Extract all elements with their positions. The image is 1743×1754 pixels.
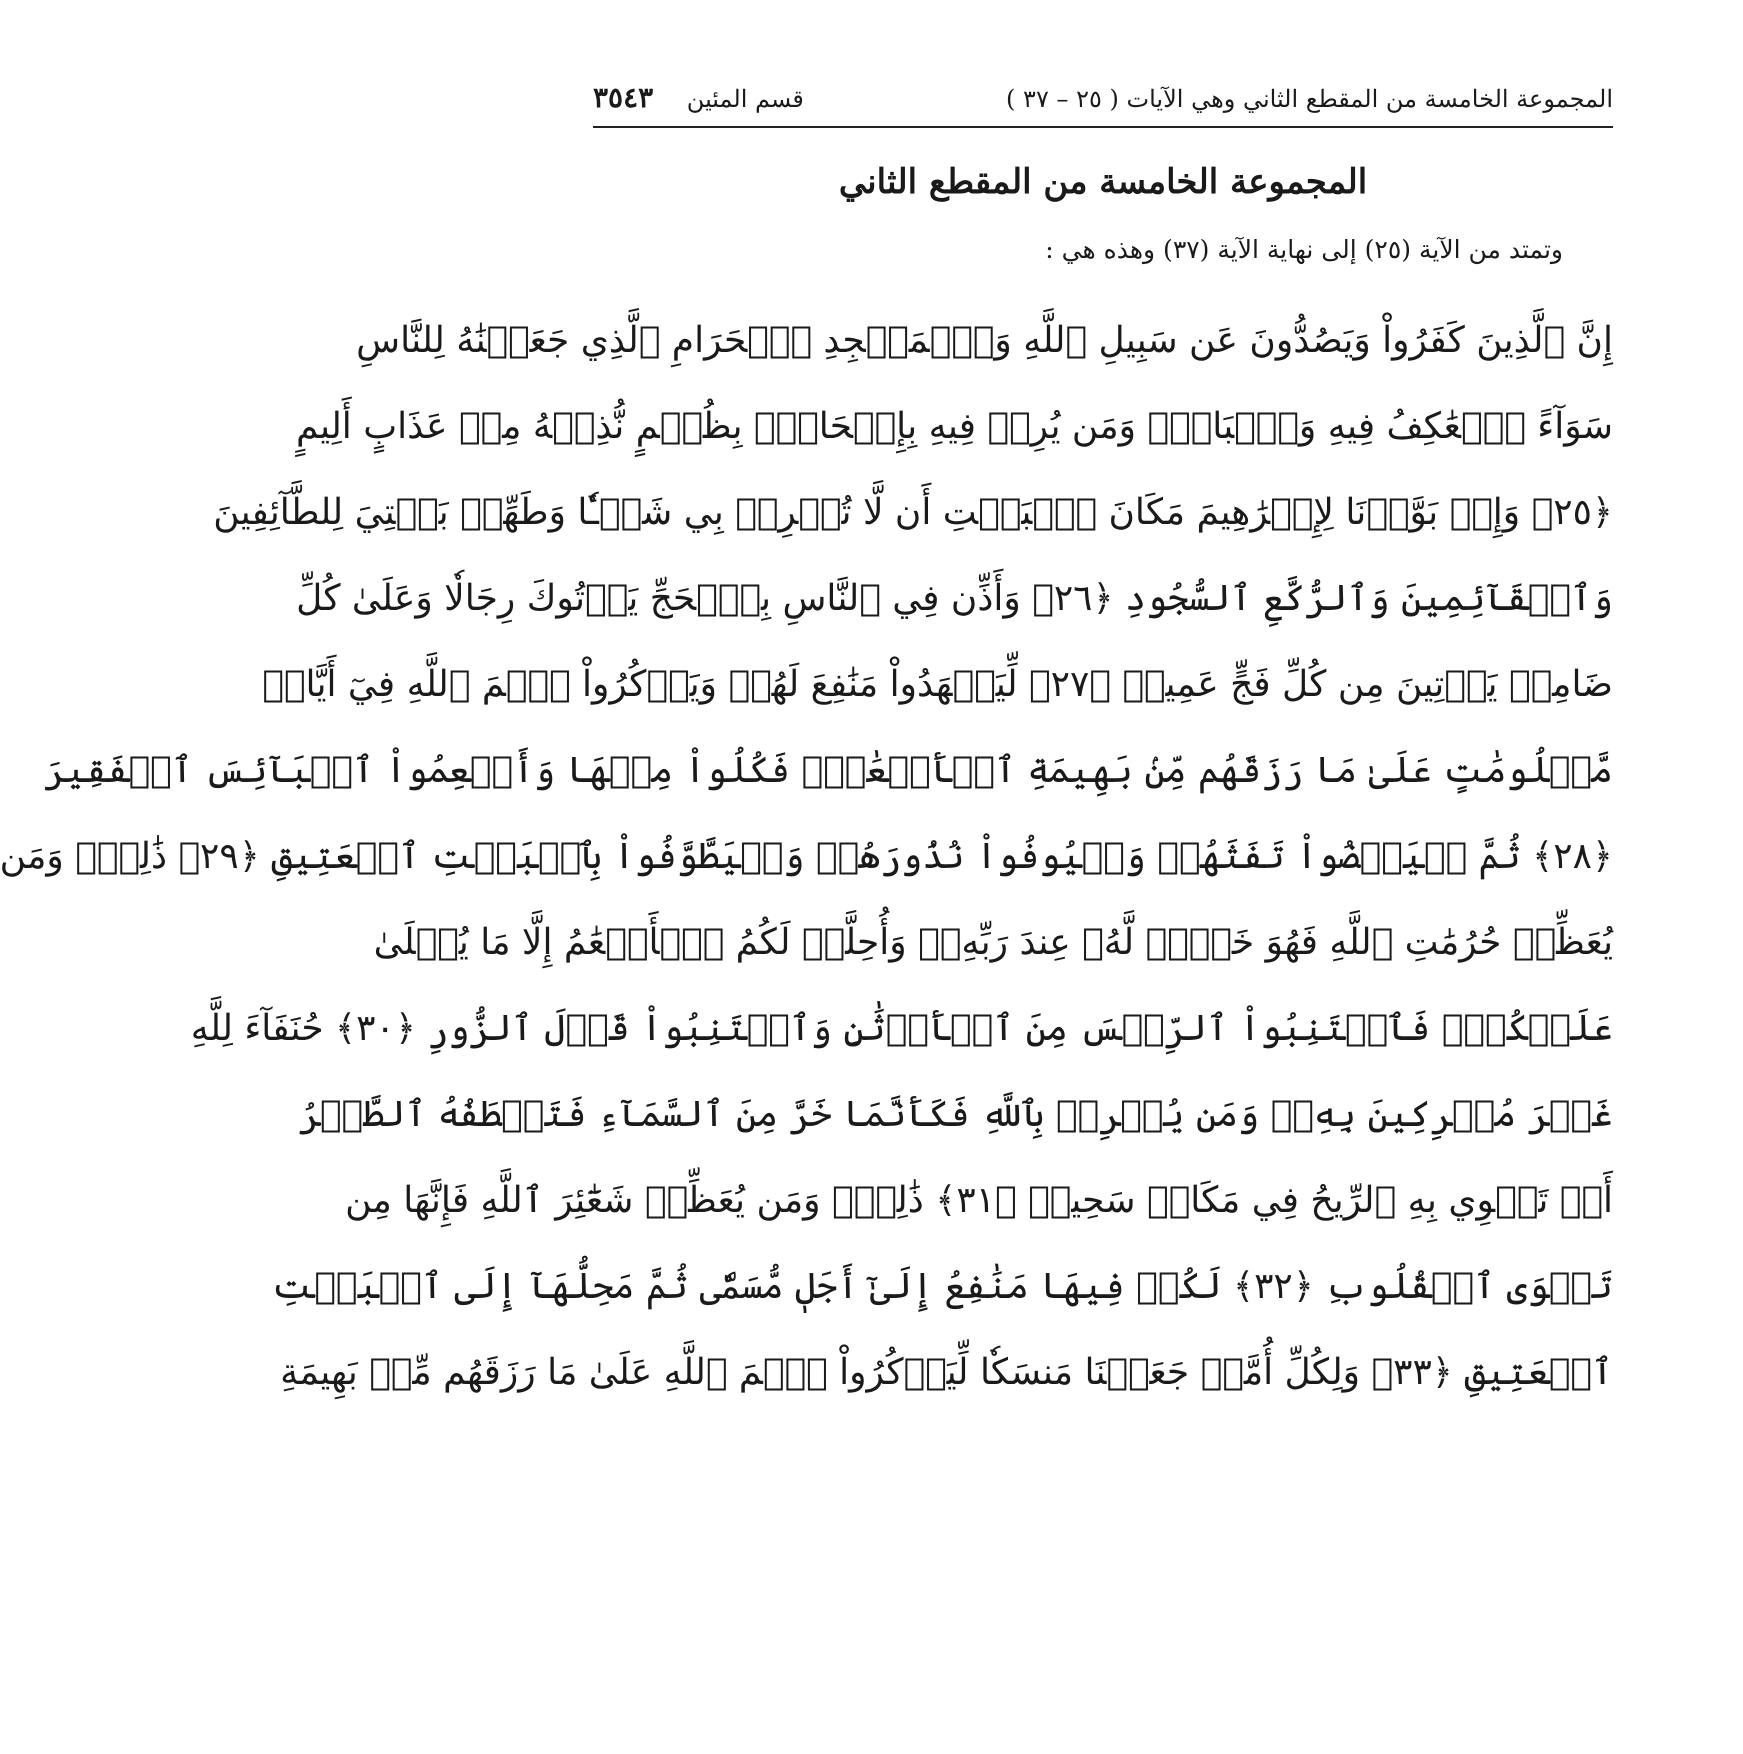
quran-line: ٱلۡعَتِيقِ ﴿٣٣﴾ وَلِكُلِّ أُمَّةٖ جَعَلۡنَا مَنسَكٗا لِّيَذۡكُرُواْ ٱسۡمَ ٱللَّهِ عَلَىٰ مَا رَزَقَهُم مِّنۢ بَهِيمَةِ	[280, 1352, 1613, 1393]
quran-line: عَلَيۡكُمۡۖ فَٱجۡتَنِبُواْ ٱلرِّجۡسَ مِنَ ٱلۡأَوۡثَٰنِ وَٱجۡتَنِبُواْ قَوۡلَ ٱلزُّورِ ﴿٣٠﴾ حُنَفَآءَ لِلَّهِ	[190, 1008, 1613, 1049]
page-number: ٣٥٤٣	[593, 81, 654, 114]
quran-line: سَوَآءً ٱلۡعَٰكِفُ فِيهِ وَٱلۡبَادِۚ وَمَن يُرِدۡ فِيهِ بِإِلۡحَادِۭ بِظُلۡمٍ نُّذِقۡهُ مِنۡ عَذَابٍ أَلِيمٍ	[296, 406, 1613, 447]
section-intro: وتمتد من الآية (٢٥) إلى نهاية الآية (٣٧) وهذه هي :	[1045, 235, 1563, 264]
quran-line: غَيۡرَ مُشۡرِكِينَ بِهِۦۚ وَمَن يُشۡرِكۡ بِٱللَّهِ فَكَأَنَّمَا خَرَّ مِنَ ٱلسَّمَآءِ فَتَخۡطَفُهُ ٱلطَّيۡرُ	[298, 1094, 1613, 1135]
part-name: قسم المئين	[686, 85, 804, 113]
book-page	[0, 78, 1613, 1416]
quran-text-block	[0, 298, 1613, 1416]
header-rule	[593, 126, 1613, 128]
quran-line: ﴿٢٥﴾ وَإِذۡ بَوَّأۡنَا لِإِبۡرَٰهِيمَ مَكَانَ ٱلۡبَيۡتِ أَن لَّا تُشۡرِكۡ بِي شَيۡـٔٗا وَطَهِّرۡ بَيۡتِيَ لِلطَّآئِفِينَ	[213, 492, 1613, 533]
quran-line: يُعَظِّمۡ حُرُمَٰتِ ٱللَّهِ فَهُوَ خَيۡرٞ لَّهُۥ عِندَ رَبِّهِۦۗ وَأُحِلَّتۡ لَكُمُ ٱلۡأَنۡعَٰمُ إِلَّا مَا يُتۡلَىٰ	[373, 922, 1613, 963]
quran-line: ضَامِرٖ يَأۡتِينَ مِن كُلِّ فَجٍّ عَمِيقٖ ﴿٢٧﴾ لِّيَشۡهَدُواْ مَنَٰفِعَ لَهُمۡ وَيَذۡكُرُواْ ٱسۡمَ ٱللَّهِ فِيٓ أَيَّامٖ	[262, 664, 1613, 705]
running-title: المجموعة الخامسة من المقطع الثاني وهي الآيات ( ٢٥ – ٣٧ )	[1006, 85, 1613, 113]
quran-line: تَقۡوَى ٱلۡقُلُوبِ ﴿٣٢﴾ لَكُمۡ فِيهَا مَنَٰفِعُ إِلَىٰٓ أَجَلٖ مُّسَمّٗى ثُمَّ مَحِلُّهَآ إِلَى ٱلۡبَيۡتِ	[272, 1266, 1613, 1307]
quran-line: وَٱلۡقَآئِمِينَ وَٱلرُّكَّعِ ٱلسُّجُودِ ﴿٢٦﴾ وَأَذِّن فِي ٱلنَّاسِ بِٱلۡحَجِّ يَأۡتُوكَ رِجَالٗا وَعَلَىٰ كُلِّ	[296, 578, 1613, 619]
quran-line: أَوۡ تَهۡوِي بِهِ ٱلرِّيحُ فِي مَكَانٖ سَحِيقٖ ﴿٣١﴾ ذَٰلِكَۖ وَمَن يُعَظِّمۡ شَعَٰٓئِرَ ٱللَّهِ فَإِنَّهَا مِن	[345, 1180, 1613, 1221]
quran-line: ﴿٢٨﴾ ثُمَّ لۡيَقۡضُواْ تَفَثَهُمۡ وَلۡيُوفُواْ نُذُورَهُمۡ وَلۡيَطَّوَّفُواْ بِٱلۡبَيۡتِ ٱلۡعَتِيقِ ﴿٢٩﴾ ذَٰلِكَۖ وَمَن	[0, 836, 1613, 877]
quran-line: إِنَّ ٱلَّذِينَ كَفَرُواْ وَيَصُدُّونَ عَن سَبِيلِ ٱللَّهِ وَٱلۡمَسۡجِدِ ٱلۡحَرَامِ ٱلَّذِي جَعَلۡنَٰهُ لِلنَّاسِ	[356, 320, 1613, 361]
quran-line: مَّعۡلُومَٰتٍ عَلَىٰ مَا رَزَقَهُم مِّنۢ بَهِيمَةِ ٱلۡأَنۡعَٰمِۖ فَكُلُواْ مِنۡهَا وَأَطۡعِمُواْ ٱلۡبَآئِسَ ٱلۡفَقِيرَ	[44, 750, 1613, 791]
section-title: المجموعة الخامسة من المقطع الثاني	[838, 162, 1368, 202]
page-info	[593, 78, 804, 119]
running-header	[593, 78, 1613, 118]
